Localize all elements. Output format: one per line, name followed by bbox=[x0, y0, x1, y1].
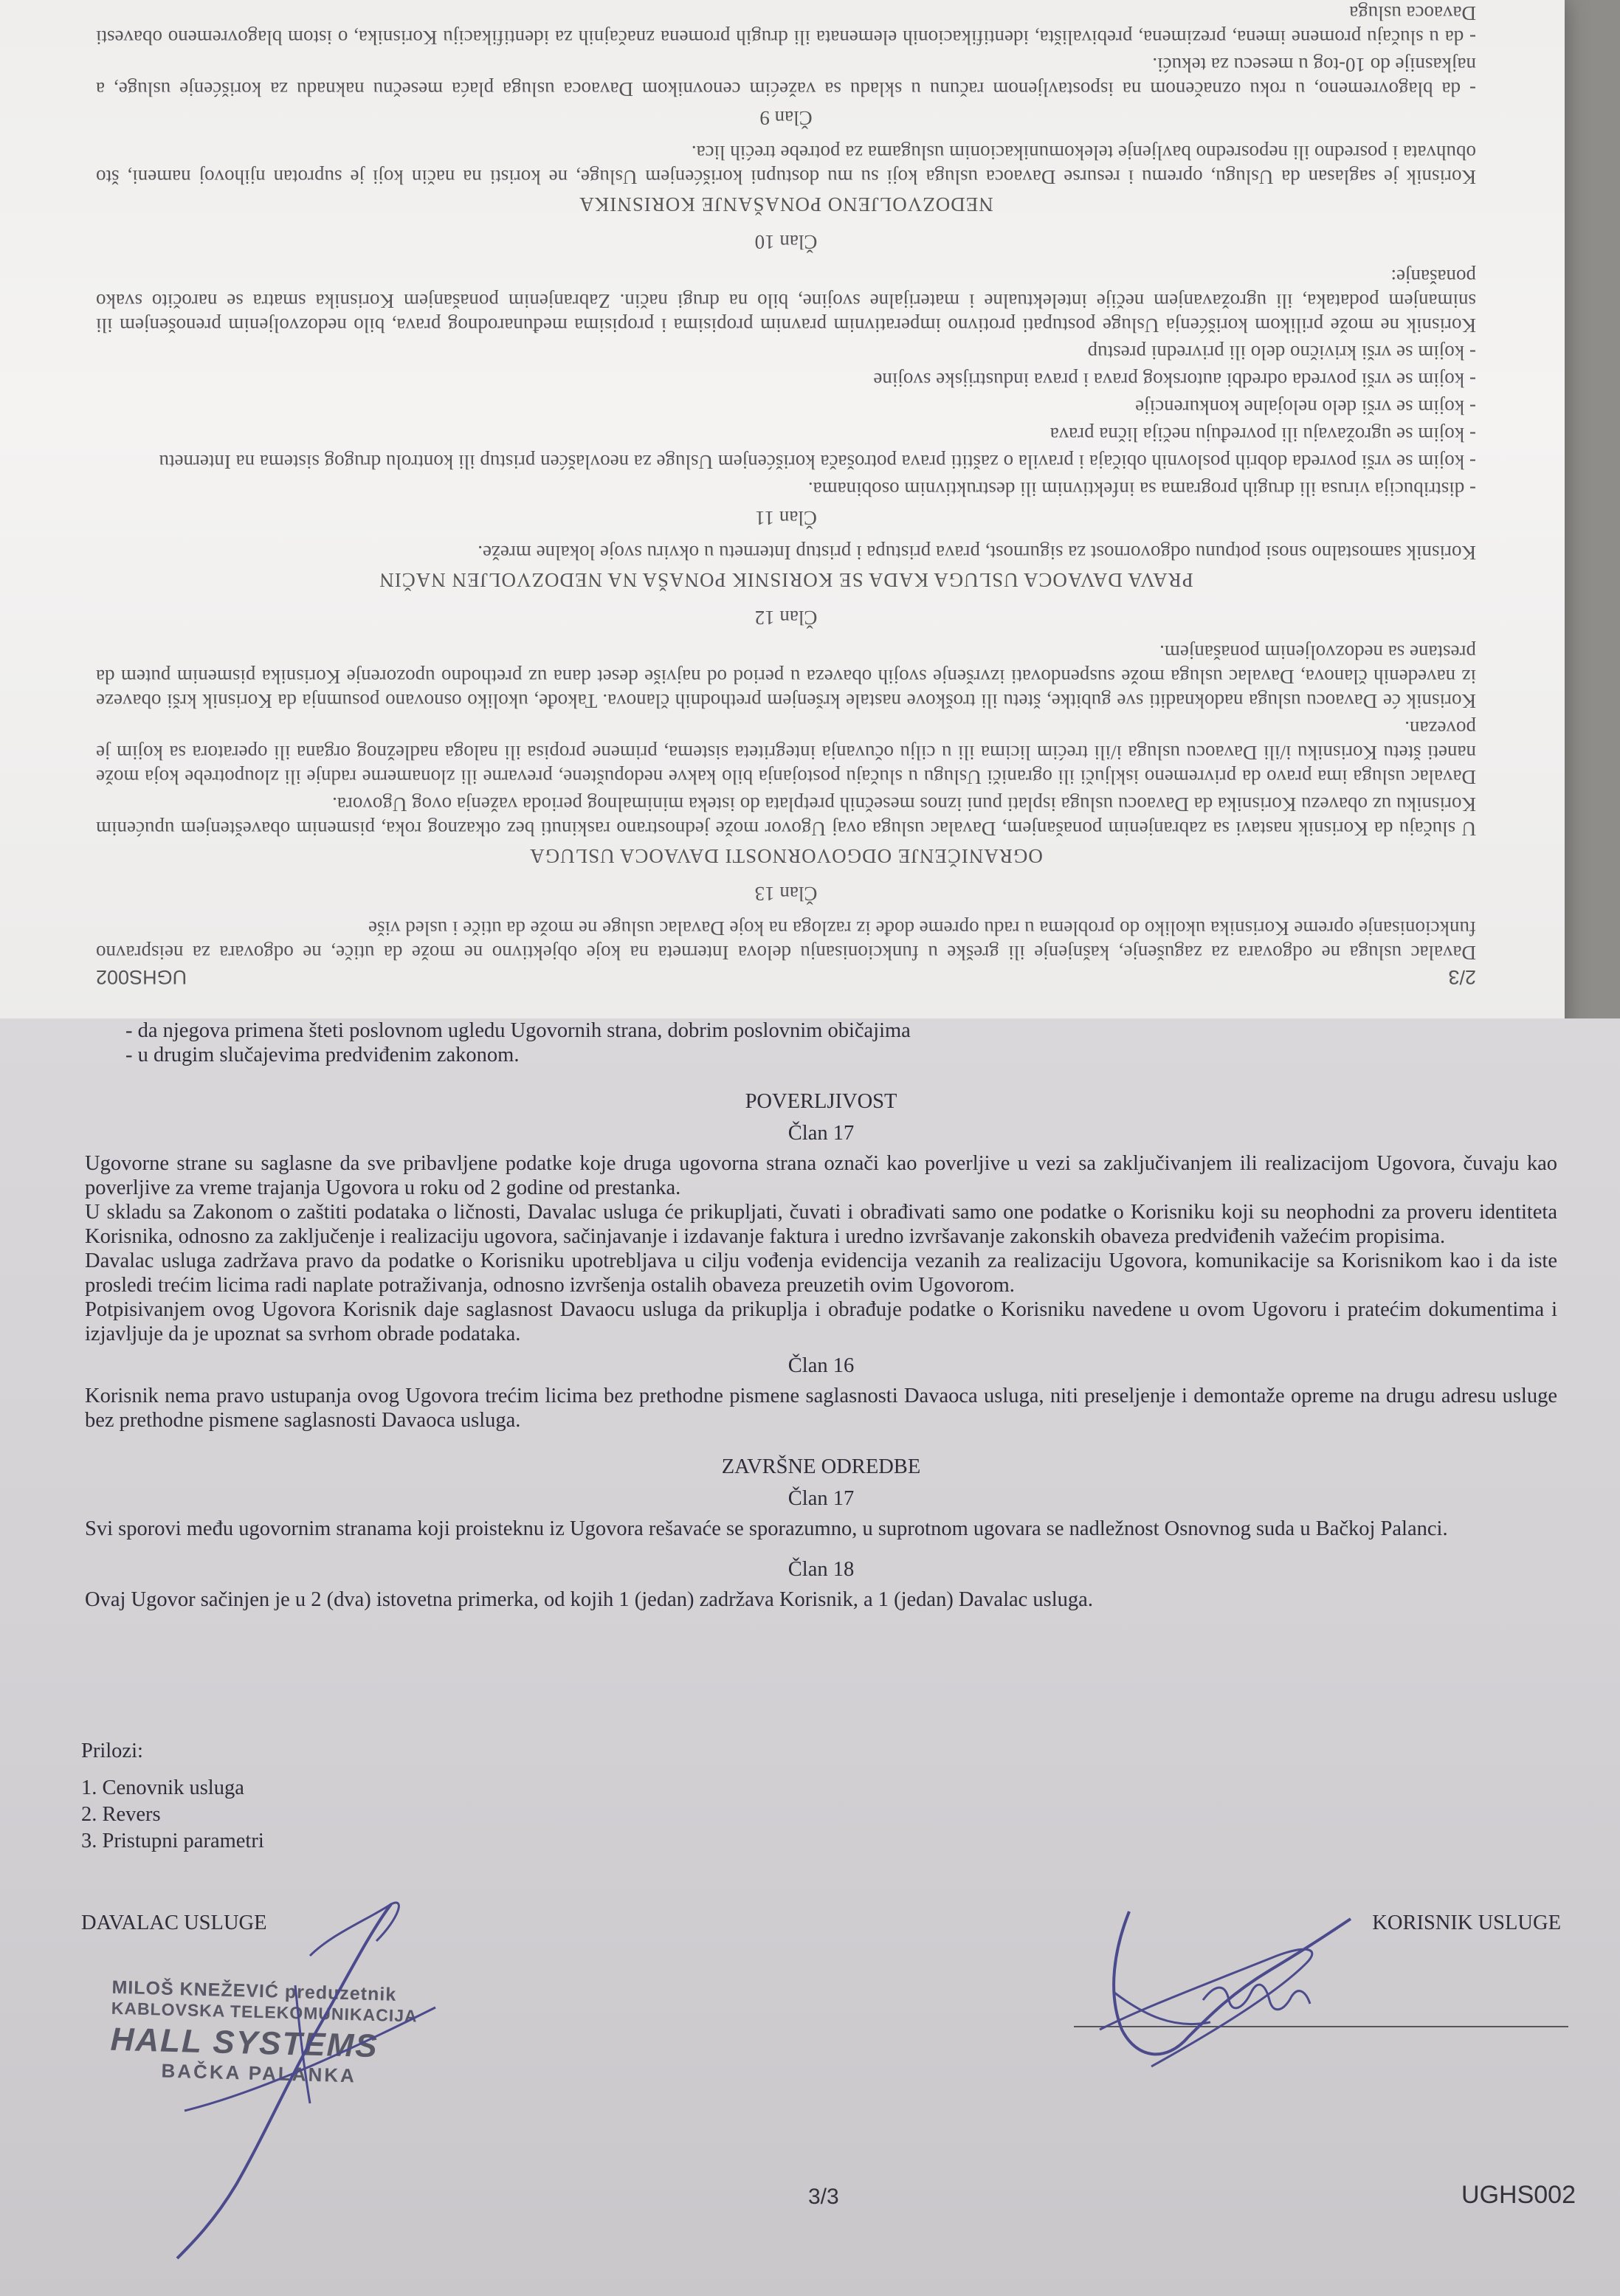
stamp-line: HALL SYSTEMS bbox=[110, 2021, 379, 2065]
folded-previous-page bbox=[0, 0, 1565, 1033]
paragraph: Ugovorne strane su saglasne da sve pribavljene podatke koje druga ugovorna strana označi kao poverljive u vezi sa zaključivanjem ili realizacijom Ugovora, čuvaju kao poverljive za vreme trajanja Ugovora u roku od 2 godine od prestanka. bbox=[85, 1152, 1557, 1199]
paragraph: Svi sporovi među ugovornim stranama koji proisteknu iz Ugovora rešavaće se sporazumno, u suprotnom ugovara se nadležnost Osnovnog suda u Bačkoj Palanci. bbox=[85, 1517, 1448, 1540]
paragraph: Ovaj Ugovor sačinjen je u 2 (dva) istovetna primerka, od kojih 1 (jedan) zadržava Korisnik, a 1 (jedan) Davalac usluga. bbox=[85, 1588, 1093, 1611]
folded-list-item: - kojim se vrši povreda dobrih poslovnih običaja i pravila o zaštiti prava potrošača korišćenjem Usluge za neovlašćen pristup ili kontrolu drugog sistema na Internetu bbox=[159, 451, 1476, 473]
paragraph: U skladu sa Zakonom o zaštiti podataka o ličnosti, Davalac usluga će prikupljati, čuvati i obrađivati samo one podatke o Korisniku koji su neophodni za proveru identiteta Korisnika, odnosno za zaključenje i realizaciju ugovora, sačinjavanje i izdavanje faktura i uredno izvršavanje zakonskih obaveza predviđenih važećim propisima. bbox=[85, 1201, 1557, 1248]
folded-prior-item: - da blagovremeno, u roku označenom na ispostavljenom računu u skladu sa važećim cenovnikom Davaoca usluga plaća mesečnu naknadu za korišćenje usluge, a najkasnije do 10-tog u mesecu za tekući. bbox=[96, 54, 1476, 100]
folded-list-item: - distribucija virusa ili drugih programa sa infektivnim ili destruktivnim osobinama. bbox=[807, 478, 1476, 500]
attachment-item: 3. Pristupni parametri bbox=[81, 1830, 264, 1852]
folded-list-item: - kojim se ugrožavaju ili povređuju nečija lična prava bbox=[1049, 424, 1476, 446]
article-title: Član 18 bbox=[787, 1558, 855, 1581]
folded-page-number: 2/3 bbox=[1448, 966, 1476, 988]
folded-heading-12: PRAVA DAVAOCA USLUGA KADA SE KORISNIK PONAŠA NA NEDOZVOLJEN NAČIN bbox=[379, 569, 1193, 591]
folded-heading-13: OGRANIČENJE ODGOVORNOSTI DAVAOCA USLUGA bbox=[529, 845, 1043, 867]
user-signature bbox=[1085, 1904, 1365, 2081]
folded-clan-13-text: Davalac usluga ne odgovara za zagušenje, kašnjenje ili greške u funkcionisanju delova Interneta na koje objektivno ne može da utiče, ne odgovara za neispravno funkcionisanje opreme Korisnika ukoliko do problema u radu opreme dođe iz razloga na koje Davalac usluge ne može da utiče i usled više bbox=[96, 917, 1476, 964]
section-heading-zavrsne: ZAVRŠNE ODREDBE bbox=[721, 1455, 921, 1478]
attachment-item: 2. Revers bbox=[81, 1803, 161, 1826]
document-code: UGHS002 bbox=[1461, 2181, 1576, 2209]
article-title: Član 17 bbox=[787, 1122, 855, 1145]
folded-list-item: - kojim se vrši povreda odredbi autorskog prava i prava industrijske svojine bbox=[873, 369, 1476, 391]
folded-clan-13: Član 13 bbox=[754, 883, 818, 905]
attachments bbox=[81, 1738, 264, 1855]
user-label: KORISNIK USLUGE bbox=[1372, 1911, 1561, 1934]
folded-clan-11-text: Korisnik samostalno snosi potpunu odgovornost za sigurnost, prava pristupa i pristup Internetu u okviru svoje lokalne mreže. bbox=[478, 542, 1476, 564]
paragraph: Davalac usluga zadržava pravo da podatke o Korisniku upotrebljava u cilju vođenja evidencija vezanih za realizaciju Ugovora, komunikacije sa Korisnikom kao i da iste prosledi trećim licima radi naplate potraživanja, odnosno izvršenja ostalih obaveza preuzetih ovim Ugovorom. bbox=[85, 1249, 1557, 1297]
article-title: Član 16 bbox=[787, 1354, 855, 1377]
stamp-line: KABLOVSKA TELEKOMUNIKACIJA bbox=[111, 1998, 418, 2026]
folded-clan-9-text: Korisnik je saglasan da Uslugu, opremu i resurse Davaoca usluga koji su mu dostupni korišćenjem Usluge, ne koristi na način koji je suprotan njihovoj nameni, što obuhvata i posredno ili neposredno bavljenje telekomunikacionim uslugama za potrebe trećih lica. bbox=[96, 142, 1476, 188]
folded-clan-11: Član 11 bbox=[755, 507, 817, 529]
folded-prior-item: - da u slučaju promene imena, prezimena, prebivališta, identifikacionih elemenata ili drugih promena značajnih za identifikaciju Korisnika, o istom blagovremeno obavesti Davaoca usluga bbox=[96, 2, 1476, 49]
stamp-line: MILOŠ KNEŽEVIĆ preduzetnik bbox=[111, 1976, 397, 2005]
paragraph: Potpisivanjem ovog Ugovora Korisnik daje saglasnost Davaocu usluga da prikuplja i obrađuje podatke o Korisniku navedene u ovom Ugovoru i pratećim dokumentima i izjavljuje da je upoznat sa svrhom obrade podataka. bbox=[85, 1298, 1557, 1345]
page-number: 3/3 bbox=[808, 2185, 839, 2209]
folded-clan-10: Član 10 bbox=[754, 231, 818, 253]
folded-clan-12-para: Korisnik će Davaocu usluga nadoknaditi sve gubitke, štetu ili troškove nastale kršenjem prethodnih članova. Takođe, ukoliko osnovano posumnja da Korisnik krši obaveze iz navedenih članova, Davalac usluga može suspendovati izvršenje svojih obaveza u period od najviše deset dana uz prethodno upozorenje Korisnika pismenim putem da prestane sa nedozvoljenim ponašanjem. bbox=[96, 641, 1476, 712]
contract-body bbox=[85, 1018, 1557, 1612]
folded-list-item: - kojim se vrši krivično delo ili privredni prestup bbox=[1087, 342, 1476, 364]
contract-page bbox=[0, 1018, 1620, 2296]
folded-clan-9: Član 9 bbox=[759, 107, 813, 129]
attachments-title: Prilozi: bbox=[81, 1740, 143, 1762]
folded-heading-10: NEDOZVOLJENO PONAŠANJE KORISNIKA bbox=[579, 193, 993, 216]
paragraph: Korisnik nema pravo ustupanja ovog Ugovora trećim licima bez prethodne pismene saglasnosti Davaoca usluga, niti preseljenje i demontaže opreme na drugu adresu usluge bez prethodne pismene saglasnosti Davaoca usluga. bbox=[85, 1385, 1557, 1432]
provider-signature bbox=[125, 1889, 465, 2273]
attachment-item: 1. Cenovnik usluga bbox=[81, 1776, 244, 1799]
section-heading-poverljivost: POVERLJIVOST bbox=[745, 1090, 897, 1113]
provider-label: DAVALAC USLUGE bbox=[81, 1911, 267, 1934]
folded-clan-12: Član 12 bbox=[754, 607, 818, 629]
folded-clan-10-text: Korisnik ne može prilikom korišćenja Usluge postupati protivno imperativnim pravnim propisima i propisima međunarodnog prava, bilo nedozvoljenim prenošenjem ili snimanjem podataka, ili ugrožavanjem nečije intelektualne i materijalne svojine, bilo na drugi način. Zabranjenim ponašanjem Korisnika smatra se naročito svako ponašanje: bbox=[96, 266, 1476, 337]
folded-doc-code: UGHS002 bbox=[96, 966, 187, 988]
stamp-line: BAČKA PALANKA bbox=[161, 2059, 357, 2087]
list-item: - da njegova primena šteti poslovnom ugledu Ugovornih strana, dobrim poslovnim običajima bbox=[125, 1019, 911, 1042]
article-title: Član 17 bbox=[787, 1487, 855, 1510]
list-item: - u drugim slučajevima predviđenim zakonom. bbox=[125, 1044, 520, 1066]
folded-clan-12-para: Davalac usluga ima pravo da privremeno isključi ili ograniči Uslugu u slučaju postojanja bilo kakve nedopuštene, prevarne ili zlonamerne radnje ili zloupotrebe koja može naneti štetu Korisniku i/ili Davaocu usluga i/ili trećim licima ili u cilju očuvanja integriteta sistema, primene propisa ili naloga nadležnog organa ili operatora sa kojim je povezan. bbox=[96, 717, 1476, 788]
folded-list-item: - kojim se vrši delo nelojalne konkurencije bbox=[1135, 396, 1476, 418]
folded-clan-12-para: U slučaju da Korisnik nastavi sa zabranjenim ponašanjem, Davalac usluga ovaj Ugovor može jednostrano raskinuti bez otkaznog roka, pismenim obaveštenjem upućenim Korisniku uz obavezu Korisnika da Davaocu usluga isplati puni iznos mesečnih pretplata do isteka minimalnog perioda važenja ovog Ugovora. bbox=[96, 793, 1476, 840]
